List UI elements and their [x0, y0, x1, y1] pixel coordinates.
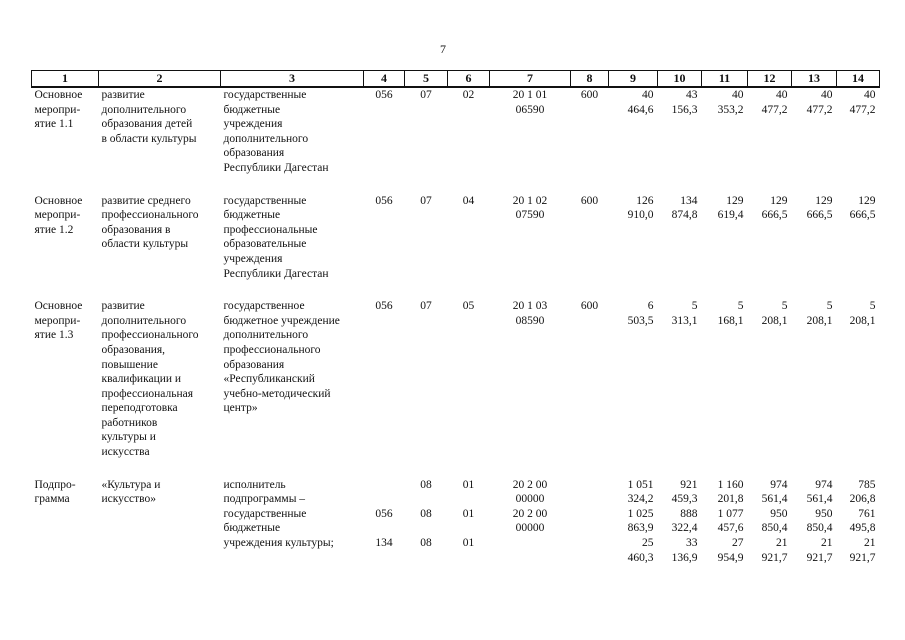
- cell-line: 056: [375, 194, 393, 207]
- cell-col-3: [221, 194, 364, 282]
- cell-line: 20 1 02: [512, 194, 548, 207]
- cell-line: 954,9: [717, 551, 744, 564]
- cell-line: 129: [815, 194, 833, 207]
- cell-col-7: [490, 194, 571, 282]
- cell-line: [451, 492, 487, 507]
- cell-line: [367, 492, 402, 507]
- cell-line: 02: [462, 89, 475, 101]
- cell-line: 353,2: [717, 103, 744, 116]
- cell-line: квалификации и: [101, 373, 182, 386]
- cell-col-11: [702, 478, 748, 566]
- cell-line: развитие: [101, 89, 145, 101]
- cell-line: 6: [647, 300, 654, 313]
- cell-col-2: [99, 299, 221, 460]
- cell-line: [367, 521, 402, 536]
- cell-line: 07: [420, 89, 432, 101]
- cell-line: 206,8: [849, 493, 876, 506]
- cell-col-11: [702, 87, 748, 176]
- cell-line: 503,5: [627, 314, 654, 327]
- table-row: [32, 478, 880, 566]
- cell-col-8: [571, 299, 609, 460]
- cell-line: 134: [680, 194, 698, 207]
- cell-col-9: [609, 87, 658, 176]
- cell-line: профессиональные: [223, 223, 318, 236]
- cell-line: Подпро-: [34, 478, 76, 491]
- cell-line: 495,8: [849, 522, 876, 535]
- cell-line: 20 1 01: [512, 89, 548, 101]
- cell-line: 477,2: [849, 103, 876, 116]
- cell-line: 40: [864, 89, 876, 101]
- cell-col-12: [748, 478, 792, 566]
- cell-line: 1 077: [717, 507, 744, 520]
- cell-col-6: [448, 478, 490, 566]
- cell-col-1: [32, 299, 99, 460]
- cell-line: «Культура и: [101, 478, 161, 491]
- table-body: [32, 87, 880, 565]
- cell-col-5: [405, 87, 448, 176]
- cell-line: 08: [420, 478, 432, 491]
- column-header-3: 3: [221, 71, 364, 88]
- page-number: 7: [440, 42, 446, 56]
- cell-line: ятие 1.1: [34, 118, 74, 131]
- budget-table: [31, 70, 880, 565]
- cell-line: 134: [375, 537, 393, 550]
- cell-col-4: [364, 299, 405, 460]
- cell-line: 761: [858, 507, 876, 520]
- column-header-10: 10: [658, 71, 702, 88]
- row-spacer: [32, 460, 880, 478]
- cell-line: 666,5: [761, 209, 788, 222]
- cell-line: [367, 478, 402, 493]
- cell-col-2: [99, 478, 221, 566]
- cell-col-2: [99, 194, 221, 282]
- cell-line: образования в: [101, 223, 171, 236]
- cell-line: 08: [420, 507, 432, 520]
- cell-col-9: [609, 478, 658, 566]
- cell-line: профессиональная: [101, 387, 194, 400]
- cell-col-5: [405, 194, 448, 282]
- cell-col-8: [571, 194, 609, 282]
- cell-col-5: [405, 299, 448, 460]
- cell-line: искусства: [101, 446, 150, 459]
- cell-line: 921,7: [761, 551, 788, 564]
- cell-line: [408, 521, 445, 536]
- cell-line: 5: [691, 300, 698, 313]
- cell-line: 136,9: [671, 551, 698, 564]
- column-header-12: 12: [748, 71, 792, 88]
- cell-col-2: [99, 87, 221, 176]
- cell-col-12: [748, 299, 792, 460]
- cell-line: 056: [375, 89, 393, 101]
- cell-line: 477,2: [806, 103, 833, 116]
- cell-line: 07: [420, 194, 432, 207]
- cell-line: 201,8: [717, 493, 744, 506]
- cell-line: 01: [462, 478, 475, 491]
- cell-line: 08590: [515, 314, 545, 327]
- cell-line: дополнительного: [223, 329, 309, 342]
- cell-line: грамма: [34, 493, 70, 506]
- cell-line: 43: [686, 89, 698, 101]
- cell-line: 910,0: [627, 209, 654, 222]
- cell-col-13: [792, 194, 837, 282]
- cell-line: 322,4: [671, 522, 698, 535]
- cell-line: 313,1: [671, 314, 698, 327]
- header-row: [32, 71, 880, 88]
- cell-line: 08: [420, 537, 432, 550]
- cell-line: 20 2 00: [512, 507, 548, 520]
- cell-line: 20 2 00: [512, 478, 548, 491]
- cell-line: Основное: [34, 89, 83, 101]
- cell-line: бюджетные: [223, 522, 281, 535]
- cell-col-10: [658, 478, 702, 566]
- cell-col-10: [658, 87, 702, 176]
- cell-line: 600: [580, 89, 599, 101]
- cell-line: 40: [642, 89, 654, 101]
- column-header-1: 1: [32, 71, 99, 88]
- cell-col-8: [571, 87, 609, 176]
- cell-col-13: [792, 87, 837, 176]
- cell-line: 21: [776, 537, 788, 550]
- cell-line: переподготовка: [101, 402, 178, 415]
- cell-col-10: [658, 299, 702, 460]
- cell-line: искусство»: [101, 493, 157, 506]
- cell-line: 921: [680, 478, 698, 491]
- cell-line: 974: [815, 478, 833, 491]
- cell-line: 460,3: [627, 551, 654, 564]
- cell-line: 600: [580, 194, 599, 207]
- cell-col-9: [609, 299, 658, 460]
- cell-line: государственное: [223, 300, 305, 313]
- row-spacer: [32, 176, 880, 194]
- cell-line: 40: [821, 89, 833, 101]
- cell-line: 126: [636, 194, 654, 207]
- cell-line: 00000: [515, 493, 545, 506]
- cell-line: 04: [462, 194, 475, 207]
- column-header-4: 4: [364, 71, 405, 88]
- cell-col-1: [32, 87, 99, 176]
- cell-line: 21: [864, 537, 876, 550]
- cell-line: 1 025: [627, 507, 654, 520]
- cell-line: учреждения культуры;: [223, 537, 334, 550]
- cell-line: 888: [680, 507, 698, 520]
- cell-line: 457,6: [717, 522, 744, 535]
- cell-line: центр»: [223, 402, 258, 415]
- cell-line: 01: [462, 507, 475, 520]
- cell-line: 561,4: [761, 493, 788, 506]
- cell-line: 156,3: [671, 103, 698, 116]
- cell-line: профессионального: [223, 343, 321, 356]
- cell-line: 874,8: [671, 209, 698, 222]
- cell-col-6: [448, 194, 490, 282]
- cell-col-4: [364, 478, 405, 566]
- cell-line: 666,5: [806, 209, 833, 222]
- cell-line: 00000: [515, 522, 545, 535]
- row-spacer: [32, 281, 880, 299]
- cell-line: учреждения: [223, 118, 283, 131]
- cell-line: профессионального: [101, 329, 199, 342]
- cell-line: учреждения: [223, 252, 283, 265]
- cell-line: 619,4: [717, 209, 744, 222]
- cell-line: 40: [732, 89, 744, 101]
- cell-line: Республики Дагестан: [223, 267, 329, 280]
- cell-col-4: [364, 87, 405, 176]
- column-header-14: 14: [837, 71, 880, 88]
- cell-col-10: [658, 194, 702, 282]
- cell-line: 477,2: [761, 103, 788, 116]
- table-row: [32, 299, 880, 460]
- cell-line: дополнительного: [223, 132, 309, 145]
- cell-line: 459,3: [671, 493, 698, 506]
- cell-line: 324,2: [627, 493, 654, 506]
- cell-line: образования: [223, 147, 285, 160]
- cell-line: бюджетные: [223, 103, 281, 116]
- cell-line: 464,6: [627, 103, 654, 116]
- cell-line: области культуры: [101, 238, 189, 251]
- cell-col-6: [448, 87, 490, 176]
- column-header-6: 6: [448, 71, 490, 88]
- cell-line: дополнительного: [101, 103, 187, 116]
- cell-col-14: [837, 478, 880, 566]
- cell-col-9: [609, 194, 658, 282]
- cell-line: работников: [101, 416, 158, 429]
- cell-col-6: [448, 299, 490, 460]
- cell-line: Основное: [34, 300, 83, 313]
- column-header-2: 2: [99, 71, 221, 88]
- cell-col-1: [32, 478, 99, 566]
- table-row: [32, 87, 880, 176]
- cell-col-7: [490, 478, 571, 566]
- cell-line: 666,5: [849, 209, 876, 222]
- cell-line: развитие: [101, 300, 145, 313]
- cell-line: 5: [781, 300, 788, 313]
- cell-line: культуры и: [101, 431, 156, 444]
- cell-line: государственные: [223, 507, 307, 520]
- cell-col-1: [32, 194, 99, 282]
- cell-col-12: [748, 194, 792, 282]
- cell-line: дополнительного: [101, 314, 187, 327]
- cell-line: 1 051: [627, 478, 654, 491]
- cell-line: «Республиканский: [223, 373, 315, 386]
- cell-line: 208,1: [849, 314, 876, 327]
- cell-line: 168,1: [717, 314, 744, 327]
- cell-line: в области культуры: [101, 132, 197, 145]
- cell-line: 850,4: [761, 522, 788, 535]
- cell-line: образования детей: [101, 118, 193, 131]
- cell-col-14: [837, 194, 880, 282]
- cell-line: государственные: [223, 194, 307, 207]
- cell-line: 208,1: [806, 314, 833, 327]
- cell-line: развитие среднего: [101, 194, 191, 207]
- cell-line: меропри-: [34, 103, 81, 116]
- cell-col-3: [221, 299, 364, 460]
- cell-col-7: [490, 87, 571, 176]
- cell-line: образовательные: [223, 238, 307, 251]
- cell-line: 05: [462, 300, 475, 313]
- cell-line: 056: [375, 507, 393, 520]
- cell-line: 21: [821, 537, 833, 550]
- cell-line: 950: [815, 507, 833, 520]
- cell-line: профессионального: [101, 209, 199, 222]
- column-header-11: 11: [702, 71, 748, 88]
- cell-line: государственные: [223, 89, 307, 101]
- column-header-9: 9: [609, 71, 658, 88]
- cell-line: 129: [770, 194, 788, 207]
- cell-col-13: [792, 478, 837, 566]
- cell-line: учебно-методический: [223, 387, 331, 400]
- cell-line: образования,: [101, 343, 166, 356]
- cell-line: 01: [462, 537, 475, 550]
- cell-line: 129: [858, 194, 876, 207]
- cell-line: Республики Дагестан: [223, 161, 329, 174]
- cell-col-14: [837, 299, 880, 460]
- cell-line: 5: [826, 300, 833, 313]
- cell-line: подпрограммы –: [223, 493, 306, 506]
- cell-line: [408, 492, 445, 507]
- cell-line: 974: [770, 478, 788, 491]
- cell-line: 07590: [515, 209, 545, 222]
- cell-line: 27: [732, 537, 744, 550]
- cell-line: 863,9: [627, 522, 654, 535]
- column-header-7: 7: [490, 71, 571, 88]
- cell-line: 561,4: [806, 493, 833, 506]
- cell-line: ятие 1.2: [34, 223, 74, 236]
- cell-line: 5: [737, 300, 744, 313]
- cell-line: 20 1 03: [512, 300, 548, 313]
- cell-col-3: [221, 478, 364, 566]
- cell-line: 600: [580, 300, 599, 313]
- cell-line: исполнитель: [223, 478, 286, 491]
- cell-line: 1 160: [717, 478, 744, 491]
- cell-line: 921,7: [849, 551, 876, 564]
- cell-line: 25: [642, 537, 654, 550]
- cell-line: 056: [375, 300, 393, 313]
- table-row: [32, 194, 880, 282]
- cell-line: бюджетное учреждение: [223, 314, 340, 327]
- cell-line: 850,4: [806, 522, 833, 535]
- cell-col-14: [837, 87, 880, 176]
- cell-line: [451, 521, 487, 536]
- cell-line: 208,1: [761, 314, 788, 327]
- cell-col-11: [702, 194, 748, 282]
- column-header-13: 13: [792, 71, 837, 88]
- cell-line: 785: [858, 478, 876, 491]
- cell-line: ятие 1.3: [34, 329, 74, 342]
- cell-col-11: [702, 299, 748, 460]
- cell-col-4: [364, 194, 405, 282]
- cell-col-8: [571, 478, 609, 566]
- cell-line: 950: [770, 507, 788, 520]
- cell-col-12: [748, 87, 792, 176]
- cell-line: образования: [223, 358, 285, 371]
- cell-col-5: [405, 478, 448, 566]
- cell-line: бюджетные: [223, 209, 281, 222]
- cell-line: 33: [686, 537, 698, 550]
- cell-col-3: [221, 87, 364, 176]
- cell-line: 06590: [515, 103, 545, 116]
- cell-line: 129: [726, 194, 744, 207]
- cell-line: 40: [776, 89, 788, 101]
- cell-line: 921,7: [806, 551, 833, 564]
- cell-line: меропри-: [34, 314, 81, 327]
- cell-line: Основное: [34, 194, 83, 207]
- cell-line: повышение: [101, 358, 158, 371]
- cell-col-13: [792, 299, 837, 460]
- cell-line: 07: [420, 300, 432, 313]
- cell-col-7: [490, 299, 571, 460]
- column-header-5: 5: [405, 71, 448, 88]
- cell-line: меропри-: [34, 209, 81, 222]
- column-header-8: 8: [571, 71, 609, 88]
- cell-line: 5: [869, 300, 876, 313]
